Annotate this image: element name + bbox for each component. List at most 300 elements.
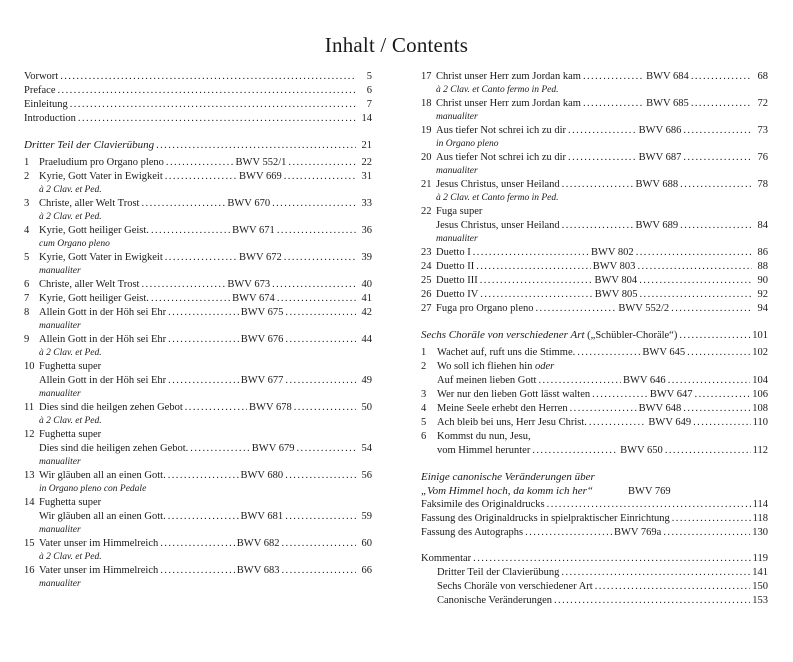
entry-title: Wir gläuben all an einen Gott. [39,470,166,481]
leader-dots [70,98,356,112]
toc-entry [24,156,372,170]
entry-bwv: BWV 769 [628,486,671,497]
commentary-entry [421,566,768,580]
entry-scoring: manualiter [39,525,81,535]
entry-scoring: in Organo pleno con Pedale [39,484,147,494]
entry-title: Auf meinen lieben Gott [437,375,537,386]
entry-title: Jesus Christus, unser Heiland [436,179,560,190]
entry-page: 49 [361,375,372,386]
entry-title: Kyrie, Gott heiliger Geist. [39,225,149,236]
entry-bwv: BWV 673 [227,279,271,290]
toc-entry [24,333,372,347]
entry-title: Canonische Veränderungen [437,595,552,606]
entry-number: 23 [421,247,432,258]
entry-bwv: BWV 552/1 [235,157,287,168]
entry-scoring: à 2 Clav. et Ped. [39,552,102,562]
toc-entry [421,402,768,416]
leader-dots [536,302,617,316]
toc-entry [24,510,372,524]
leader-dots [668,374,751,388]
leader-dots [285,510,356,524]
entry-number: 3 [24,198,30,209]
entry-title: Allein Gott in der Höh sei Ehr [39,375,167,386]
leader-dots [281,537,356,551]
entry-scoring: in Organo pleno [436,139,499,149]
leader-dots [168,374,239,388]
section-title: Sechs Choräle von verschiedener Art [421,329,585,341]
toc-entry [421,274,768,288]
commentary-entry [421,594,768,608]
toc-entry [421,124,768,138]
entry-heading: Kommst du nun, Jesu, [437,431,531,442]
leader-dots [166,156,234,170]
entry-page: 60 [361,538,372,549]
entry-bwv: BWV 678 [249,402,292,413]
leader-dots [637,260,752,274]
entry-page: 5 [366,71,372,82]
toc-entry [421,151,768,165]
entry-page: 54 [361,443,372,454]
leader-dots [281,564,356,578]
toc-entry-heading [24,428,372,442]
leader-dots [476,260,591,274]
entry-page: 6 [366,85,372,96]
entry-title: Duetto I [436,247,471,258]
entry-page: 78 [757,179,768,190]
right-column [421,70,768,608]
section-heading [421,328,768,342]
entry-title: Fassung des Autographs [421,527,524,538]
entry-page: 119 [752,553,768,564]
entry-page: 50 [361,402,372,413]
entry-number: 10 [24,361,35,372]
leader-dots [683,402,750,416]
toc-entry [421,498,768,512]
leader-dots [525,526,612,540]
toc-entry [24,469,372,483]
entry-number: 15 [24,538,35,549]
entry-number: 3 [421,389,427,400]
entry-page: 72 [757,98,768,109]
leader-dots [595,580,751,594]
entry-bwv: BWV 683 [236,565,280,576]
leader-dots [160,537,235,551]
leader-dots [272,278,356,292]
leader-dots [532,444,618,458]
entry-page: 76 [757,152,768,163]
entry-heading: Wo soll ich fliehen hin [437,361,533,372]
entry-number: 6 [421,431,427,442]
leader-dots [156,139,356,153]
front-matter-entry [24,112,372,126]
entry-bwv: BWV 682 [236,538,280,549]
leader-dots [141,197,225,211]
leader-dots [277,292,356,306]
entry-number: 12 [24,429,35,440]
toc-entry [421,178,768,192]
entry-bwv: BWV 679 [251,443,295,454]
leader-dots [665,444,751,458]
entry-title: Dies sind die heiligen zehen Gebot. [39,443,189,454]
entry-page: 41 [361,293,372,304]
entry-number: 21 [421,179,432,190]
entry-bwv: BWV 686 [638,125,682,136]
toc-entry [421,346,768,360]
leader-dots [547,498,751,512]
entry-number: 8 [24,307,30,318]
entry-scoring: à 2 Clav. et Ped. [39,185,102,195]
toc-entry [24,197,372,211]
section-heading-line2 [421,484,768,498]
toc-entry [24,251,372,265]
entry-scoring: à 2 Clav. et Ped. [39,348,102,358]
toc-entry [421,288,768,302]
leader-dots [568,151,637,165]
toc-entry [24,401,372,415]
toc-entry [421,97,768,111]
leader-dots [583,97,644,111]
entry-bwv: BWV 804 [594,275,638,286]
entry-page: 36 [361,225,372,236]
entry-bwv: BWV 675 [240,307,284,318]
entry-number: 19 [421,125,432,136]
entry-page: 86 [757,247,768,258]
leader-dots [663,526,750,540]
entry-scoring: à 2 Clav. et Ped. [39,212,102,222]
leader-dots [693,416,751,430]
entry-bwv: BWV 803 [592,261,636,272]
leader-dots [671,302,752,316]
entry-title: Fassung des Originaldrucks in spielpraktischer Einrichtung [421,513,670,524]
entry-title: Wachet auf, ruft uns die Stimme. [437,347,576,358]
entry-title: Allein Gott in der Höh sei Ehr [39,307,167,318]
leader-dots [583,70,644,84]
leader-dots [284,170,356,184]
entry-title: Aus tiefer Not schrei ich zu dir [436,152,567,163]
entry-heading: Fughetta super [39,429,102,440]
spacer [421,458,768,470]
entry-page: 130 [752,527,768,538]
leader-dots [168,333,239,347]
leader-dots [683,151,752,165]
leader-dots [296,442,356,456]
toc-entry [421,444,768,458]
entry-scoring: manualiter [39,457,81,467]
toc-entry [421,526,768,540]
front-matter-entry [24,98,372,112]
entry-title: Kommentar [421,553,472,564]
leader-dots [562,178,634,192]
entry-page: 141 [752,567,768,578]
toc-entry [421,416,768,430]
entry-bwv: BWV 672 [239,252,282,263]
entry-number: 7 [24,293,30,304]
entry-number: 20 [421,152,432,163]
entry-page: 153 [752,595,768,606]
spacer [24,126,372,138]
entry-bwv: BWV 680 [240,470,284,481]
leader-dots [562,219,634,233]
entry-bwv: BWV 647 [649,389,693,400]
toc-entry [24,292,372,306]
entry-number: 24 [421,261,432,272]
entry-scoring: à 2 Clav. et Canto fermo in Ped. [436,193,559,203]
entry-page: 56 [361,470,372,481]
entry-page: 42 [361,307,372,318]
entry-number: 22 [421,206,432,217]
toc-entry-heading [421,360,768,374]
toc-entry [24,224,372,238]
entry-page: 59 [361,511,372,522]
leader-dots [691,70,752,84]
leader-dots [285,469,356,483]
entry-page: 104 [752,375,768,386]
entry-bwv: BWV 648 [638,403,682,414]
entry-scoring: manualiter [39,389,81,399]
entry-bwv: BWV 677 [240,375,284,386]
entry-title: Christ unser Herr zum Jordan kam [436,98,581,109]
toc-entry [421,260,768,274]
entry-title: Jesus Christus, unser Heiland [436,220,560,231]
toc-entry-heading [24,360,372,374]
entry-page: 44 [361,334,372,345]
entry-number: 18 [421,98,432,109]
leader-dots [687,346,750,360]
entry-number: 4 [421,403,427,414]
entry-title: vom Himmel herunter [437,445,531,456]
entry-bwv: BWV 674 [232,293,275,304]
toc-entry [24,442,372,456]
leader-dots [561,566,750,580]
entry-title: Wer nur den lieben Gott lässt walten [437,389,591,400]
left-column [24,70,372,591]
entry-page: 68 [757,71,768,82]
toc-entry [421,374,768,388]
toc-entry [24,306,372,320]
commentary-entry [421,580,768,594]
entry-page: 101 [752,330,768,341]
leader-dots [284,251,356,265]
spacer [421,540,768,552]
entry-bwv: BWV 684 [646,71,689,82]
entry-title: Christe, aller Welt Trost [39,279,140,290]
entry-title: Vater unser im Himmelreich [39,565,159,576]
entry-bwv: BWV 685 [646,98,689,109]
entry-number: 9 [24,334,30,345]
entry-bwv: BWV 805 [594,289,638,300]
toc-entry-heading [421,430,768,444]
entry-page: 40 [361,279,372,290]
toc-entry [24,278,372,292]
toc-entry [421,512,768,526]
entry-heading: Fughetta super [39,361,102,372]
toc-entry [421,246,768,260]
entry-page: 92 [757,289,768,300]
entry-page: 102 [752,347,768,358]
leader-dots [480,288,593,302]
entry-bwv: BWV 689 [635,220,679,231]
entry-page: 14 [361,113,372,124]
entry-title: Duetto III [436,275,478,286]
leader-dots [672,512,751,526]
leader-dots [592,388,648,402]
section-title: Einige canonische Veränderungen über [421,471,595,483]
leader-dots [568,124,637,138]
entry-page: 39 [361,252,372,263]
entry-scoring: manualiter [436,112,478,122]
entry-page: 112 [752,445,768,456]
entry-heading: Fuga super [436,206,483,217]
leader-dots [285,374,356,388]
entry-page: 110 [752,417,768,428]
leader-dots [639,274,752,288]
entry-number: 4 [24,225,30,236]
toc-entry [421,219,768,233]
leader-dots [554,594,750,608]
entry-title: Vorwort [24,71,59,82]
toc-entry [421,388,768,402]
entry-number: 5 [24,252,30,263]
entry-title: Faksimile des Originaldrucks [421,499,545,510]
entry-number: 16 [24,565,35,576]
entry-page: 108 [752,403,768,414]
entry-bwv: BWV 670 [227,198,271,209]
entry-title: Kyrie, Gott Vater in Ewigkeit [39,171,163,182]
entry-scoring: à 2 Clav. et Canto fermo in Ped. [436,85,559,95]
entry-bwv: BWV 552/2 [618,303,670,314]
entry-title: Kyrie, Gott heiliger Geist. [39,293,149,304]
leader-dots [288,156,356,170]
entry-title: Preface [24,85,56,96]
leader-dots [636,246,752,260]
entry-number: 17 [421,71,432,82]
entry-title: Sechs Choräle von verschiedener Art [437,581,593,592]
entry-page: 150 [752,581,768,592]
leader-dots [679,329,750,343]
leader-dots [168,510,239,524]
leader-dots [473,246,589,260]
entry-bwv: BWV 769a [614,527,662,538]
entry-bwv: BWV 671 [232,225,275,236]
entry-bwv: BWV 688 [635,179,679,190]
toc-entry-heading [421,205,768,219]
entry-title: Duetto IV [436,289,479,300]
entry-bwv: BWV 669 [239,171,282,182]
entry-page: 22 [361,157,372,168]
entry-number: 27 [421,303,432,314]
entry-page: 73 [757,125,768,136]
leader-dots [589,416,647,430]
entry-scoring: manualiter [436,234,478,244]
leader-dots [570,402,637,416]
leader-dots [185,401,247,415]
entry-page: 114 [752,499,768,510]
toc-entry [24,170,372,184]
entry-title: Allein Gott in der Höh sei Ehr [39,334,167,345]
entry-page: 94 [757,303,768,314]
entry-title: Vater unser im Himmelreich [39,538,159,549]
entry-page: 90 [757,275,768,286]
spacer [421,316,768,328]
leader-dots [151,292,230,306]
leader-dots [285,333,356,347]
toc-entry [24,374,372,388]
leader-dots [57,84,356,98]
entry-bwv: BWV 676 [240,334,284,345]
leader-dots [639,288,752,302]
entry-page: 7 [366,99,372,110]
toc-entry [24,537,372,551]
commentary-heading [421,552,768,566]
entry-title: Duetto II [436,261,475,272]
section-heading [24,138,372,152]
entry-number: 6 [24,279,30,290]
entry-bwv: BWV 645 [642,347,686,358]
entry-title: Introduction [24,113,76,124]
leader-dots [691,97,752,111]
entry-title: Praeludium pro Organo pleno [39,157,164,168]
entry-title: Kyrie, Gott Vater in Ewigkeit [39,252,163,263]
entry-number: 11 [24,402,35,413]
entry-title: Dies sind die heilgen zehen Gebot [39,402,183,413]
entry-title: Aus tiefer Not schrei ich zu dir [436,125,567,136]
leader-dots [277,224,356,238]
leader-dots [683,124,752,138]
leader-dots [577,346,640,360]
entry-number: 2 [24,171,30,182]
entry-scoring: manualiter [39,321,81,331]
entry-scoring: à 2 Clav. et Ped. [39,416,102,426]
entry-title: Dritter Teil der Clavierübung [437,567,560,578]
leader-dots [165,251,237,265]
front-matter-entry [24,84,372,98]
entry-number: 5 [421,417,427,428]
entry-page: 88 [757,261,768,272]
entry-page: 66 [361,565,372,576]
leader-dots [78,112,356,126]
leader-dots [473,552,750,566]
leader-dots [695,388,751,402]
leader-dots [168,306,239,320]
leader-dots [680,178,752,192]
entry-title: Einleitung [24,99,68,110]
entry-page: 33 [361,198,372,209]
toc-entry [24,564,372,578]
entry-page: 106 [752,389,768,400]
entry-page: 31 [361,171,372,182]
entry-bwv: BWV 802 [591,247,634,258]
leader-dots [160,564,235,578]
entry-bwv: BWV 646 [623,375,666,386]
leader-dots [480,274,593,288]
entry-title: Ach bleib bei uns, Herr Jesu Christ. [437,417,587,428]
leader-dots [168,469,239,483]
entry-bwv: BWV 650 [620,445,663,456]
toc-entry-heading [24,496,372,510]
toc-entry [421,302,768,316]
front-matter-entry [24,70,372,84]
entry-page: 84 [757,220,768,231]
entry-bwv: BWV 687 [638,152,682,163]
section-heading [421,470,768,484]
leader-dots [294,401,356,415]
entry-number: 14 [24,497,35,508]
leader-dots [272,197,356,211]
entry-bwv: BWV 649 [648,417,692,428]
leader-dots [151,224,230,238]
entry-number: 2 [421,361,427,372]
toc-entry [421,70,768,84]
